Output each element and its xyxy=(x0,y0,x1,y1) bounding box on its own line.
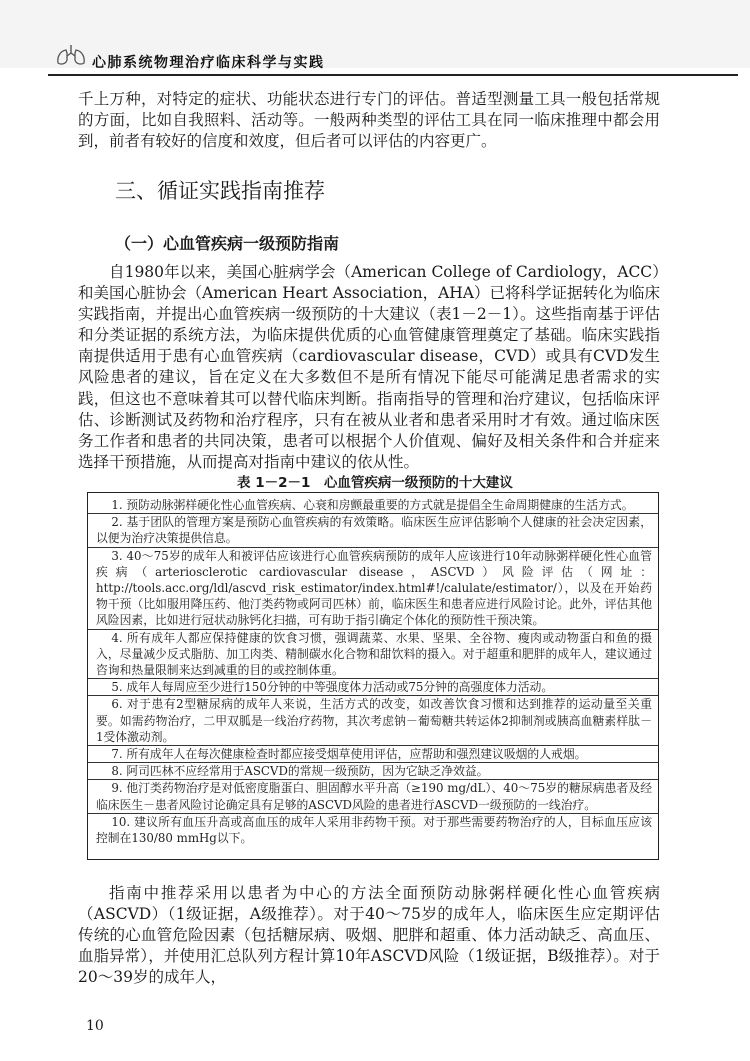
page-number: 10 xyxy=(86,1018,104,1034)
recommendation-item: 1. 预防动脉粥样硬化性心血管疾病、心衰和房颤最重要的方式就是提倡全生命周期健康的生活方式。 xyxy=(111,498,634,512)
guideline-paragraph: 自1980年以来，美国心脏病学会（American College of Cardiology，ACC）和美国心脏协会（American Heart Association，AHA）已将科学证据转化为临床实践指南，并提出心血管疾病一级预防的十大建议（表1－2－1）。这些指南基于评估和分类证据的系统方法，为临床提供优质的心血管健康管理奠定了基础。临床实践指南提供适用于患有心血管疾病（cardiovascular disease，CVD）或具有CVD发生风险患者的建议，旨在定义在大多数但不是所有情况下能尽可能满足患者需求的实践，但这也不意味着其可以替代临床判断。指南指导的管理和治疗建议，包括临床评估、诊断测试及药物和治疗程序，只有在被从业者和患者采用时才有效。通过临床医务工作者和患者的共同决策，患者可以根据个人价值观、偏好及相关条件和合并症来选择干预措施，从而提高对指南中建议的依从性。 xyxy=(78,263,660,471)
running-header-title: 心肺系统物理治疗临床科学与实践 xyxy=(92,55,325,71)
lungs-icon xyxy=(55,44,87,66)
intro-paragraph: 千上万种，对特定的症状、功能状态进行专门的评估。普适型测量工具一般包括常规的方面，比如自我照料、活动等。一般两种类型的评估工具在同一临床推理中都会用到，前者有较好的信度和效度，但后者可以评估的内容更广。 xyxy=(78,90,660,151)
recommendation-item: 6. 对于患有2型糖尿病的成年人来说，生活方式的改变，如改善饮食习惯和达到推荐的运动量至关重要。如需药物治疗，二甲双胍是一线治疗药物，其次考虑钠－葡萄糖共转运体2抑制剂或胰高血糖素样肽－1受体激动剂。 xyxy=(96,697,652,744)
recommendations-table xyxy=(87,492,659,860)
recommendation-item: 2. 基于团队的管理方案是预防心血管疾病的有效策略。临床医生应评估影响个人健康的社会决定因素，以便为治疗决策提供信息。 xyxy=(96,515,652,546)
recommendation-item: 7. 所有成年人在每次健康检查时都应接受烟草使用评估，应帮助和强烈建议吸烟的人戒烟。 xyxy=(111,747,587,762)
recommendation-item: 8. 阿司匹林不应经常用于ASCVD的常规一级预防，因为它缺乏净效益。 xyxy=(111,764,489,779)
recommendation-item: 9. 他汀类药物治疗是对低密度脂蛋白、胆固醇水平升高（≥190 mg/dL）、40～75岁的糖尿病患者及经临床医生－患者风险讨论确定具有足够的ASCVD风险的患者进行ASCVD一级预防的一线治疗。 xyxy=(96,781,652,812)
recommendation-item: 3. 40～75岁的成年人和被评估应该进行心血管疾病预防的成年人应该进行10年动脉粥样硬化性心血管疾病（arteriosclerotic cardiovascular disease，ASCVD）风险评估（网址：http://tools.acc.org/ldl/ascvd_risk_estimator/index.html#!/calulate/estimator/），以及在开始药物干预（比如服用降压药、他汀类药物或阿司匹林）前，临床医生和患者应进行风险讨论。此外，评估其他风险因素，比如进行冠状动脉钙化扫描，可有助于指引确定个体化的预防性干预决策。 xyxy=(96,548,652,628)
recommendation-item: 10. 建议所有血压升高或高血压的成年人采用非药物干预。对于那些需要药物治疗的人，目标血压应该控制在130/80 mmHg以下。 xyxy=(96,814,652,846)
recommendation-item: 5. 成年人每周应至少进行150分钟的中等强度体力活动或75分钟的高强度体力活动。 xyxy=(111,680,554,695)
closing-paragraph: 指南中推荐采用以患者为中心的方法全面预防动脉粥样硬化性心血管疾病（ASCVD）（1级证据，A级推荐）。对于40～75岁的成年人，临床医生应定期评估传统的心血管危险因素（包括糖尿病、吸烟、肥胖和超重、体力活动缺乏、高血压、血脂异常），并使用汇总队列方程计算10年ASCVD风险（1级证据，B级推荐）。对于20～39岁的成年人， xyxy=(78,884,660,987)
section-heading: 三、循证实践指南推荐 xyxy=(115,179,325,203)
subsection-heading: （一）心血管疾病一级预防指南 xyxy=(115,234,340,253)
header-divider xyxy=(48,74,738,76)
running-header xyxy=(0,0,750,71)
recommendation-item: 4. 所有成年人都应保持健康的饮食习惯，强调蔬菜、水果、坚果、全谷物、瘦肉或动物蛋白和鱼的摄入，尽量减少反式脂肪、加工肉类、精制碳水化合物和甜饮料的摄入。对于超重和肥胖的成年人，建议通过咨询和热量限制来达到减重的目的或控制体重。 xyxy=(96,630,652,678)
table-caption: 表 1－2－1 心血管疾病一级预防的十大建议 xyxy=(237,475,513,491)
